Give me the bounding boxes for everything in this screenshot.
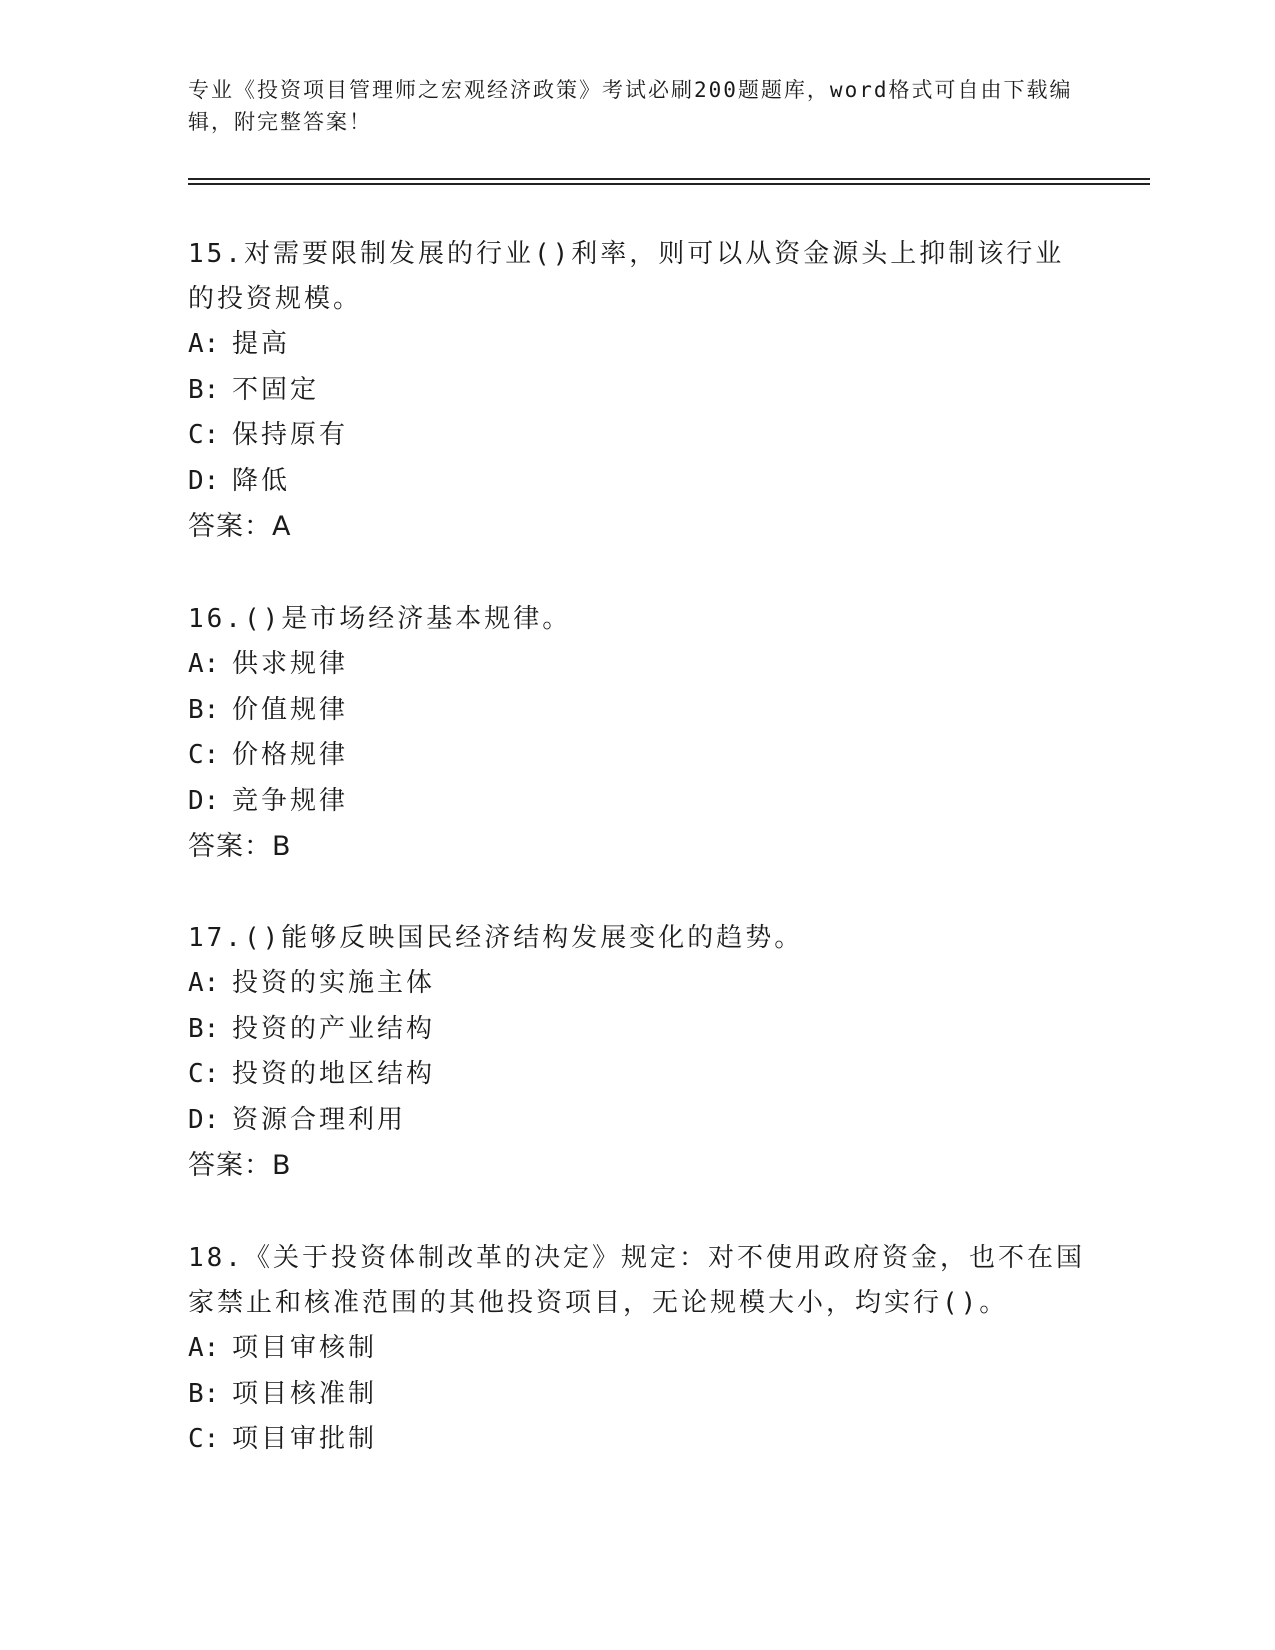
option-letter: A: xyxy=(188,329,220,359)
option-letter: B: xyxy=(188,694,220,725)
question-15 xyxy=(188,232,1088,550)
answer-label: 答案：B xyxy=(188,831,292,862)
header-divider-bottom xyxy=(188,183,1150,185)
answer-label: 答案：A xyxy=(188,511,292,542)
option-letter: A: xyxy=(188,968,220,998)
option-letter: C: xyxy=(188,420,220,450)
option-b xyxy=(188,1372,1088,1418)
option-letter: A: xyxy=(188,649,220,679)
answer-label: 答案：B xyxy=(188,1150,292,1181)
option-d xyxy=(188,459,1088,505)
option-letter: C: xyxy=(188,740,220,770)
question-text xyxy=(188,1236,1088,1326)
option-b xyxy=(188,1007,1088,1053)
option-text: 价值规律 xyxy=(232,694,349,725)
option-text: 资源合理利用 xyxy=(232,1104,407,1135)
question-17 xyxy=(188,916,1088,1189)
option-letter: D: xyxy=(188,465,220,496)
question-text xyxy=(188,232,1088,322)
option-a xyxy=(188,642,1088,688)
option-a xyxy=(188,322,1088,368)
option-text: 投资的实施主体 xyxy=(232,968,436,998)
option-a xyxy=(188,1326,1088,1372)
option-c xyxy=(188,413,1088,459)
question-18 xyxy=(188,1236,1088,1463)
question-number: 18. xyxy=(188,1243,244,1273)
option-a xyxy=(188,961,1088,1007)
option-c xyxy=(188,1417,1088,1463)
option-text: 项目审核制 xyxy=(232,1333,378,1363)
option-text: 不固定 xyxy=(232,374,320,405)
document-intro: 专业《投资项目管理师之宏观经济政策》考试必刷200题题库，word格式可自由下载编辑，附完整答案！ xyxy=(188,78,1073,134)
option-letter: B: xyxy=(188,1013,220,1044)
option-c xyxy=(188,733,1088,779)
question-stem: ()是市场经济基本规律。 xyxy=(243,604,572,634)
option-letter: D: xyxy=(188,1104,220,1135)
question-stem: ()能够反映国民经济结构发展变化的趋势。 xyxy=(243,923,804,953)
question-number: 17. xyxy=(188,923,244,953)
option-letter: D: xyxy=(188,785,220,816)
question-number: 15. xyxy=(188,239,244,269)
question-stem: 对需要限制发展的行业()利率，则可以从资金源头上抑制该行业的投资规模。 xyxy=(188,239,1065,314)
question-stem: 《关于投资体制改革的决定》规定：对不使用政府资金，也不在国家禁止和核准范围的其他投资项目，无论规模大小，均实行()。 xyxy=(188,1243,1085,1318)
option-text: 降低 xyxy=(232,465,291,496)
option-text: 投资的地区结构 xyxy=(232,1059,436,1089)
option-letter: C: xyxy=(188,1059,220,1089)
option-d xyxy=(188,779,1088,825)
option-letter: C: xyxy=(188,1424,220,1454)
header-divider-top xyxy=(188,178,1150,180)
option-letter: B: xyxy=(188,374,220,405)
option-b xyxy=(188,368,1088,414)
option-text: 提高 xyxy=(232,329,291,359)
option-letter: B: xyxy=(188,1378,220,1409)
option-text: 保持原有 xyxy=(232,420,349,450)
option-c xyxy=(188,1052,1088,1098)
question-number: 16. xyxy=(188,604,244,634)
option-text: 供求规律 xyxy=(232,649,349,679)
option-text: 竞争规律 xyxy=(232,785,349,816)
option-letter: A: xyxy=(188,1333,220,1363)
question-text xyxy=(188,916,1088,961)
question-text xyxy=(188,597,1088,642)
option-text: 项目核准制 xyxy=(232,1378,378,1409)
option-text: 项目审批制 xyxy=(232,1424,378,1454)
option-text: 投资的产业结构 xyxy=(232,1013,436,1044)
question-16 xyxy=(188,597,1088,870)
option-b xyxy=(188,688,1088,734)
option-text: 价格规律 xyxy=(232,740,349,770)
option-d xyxy=(188,1098,1088,1144)
